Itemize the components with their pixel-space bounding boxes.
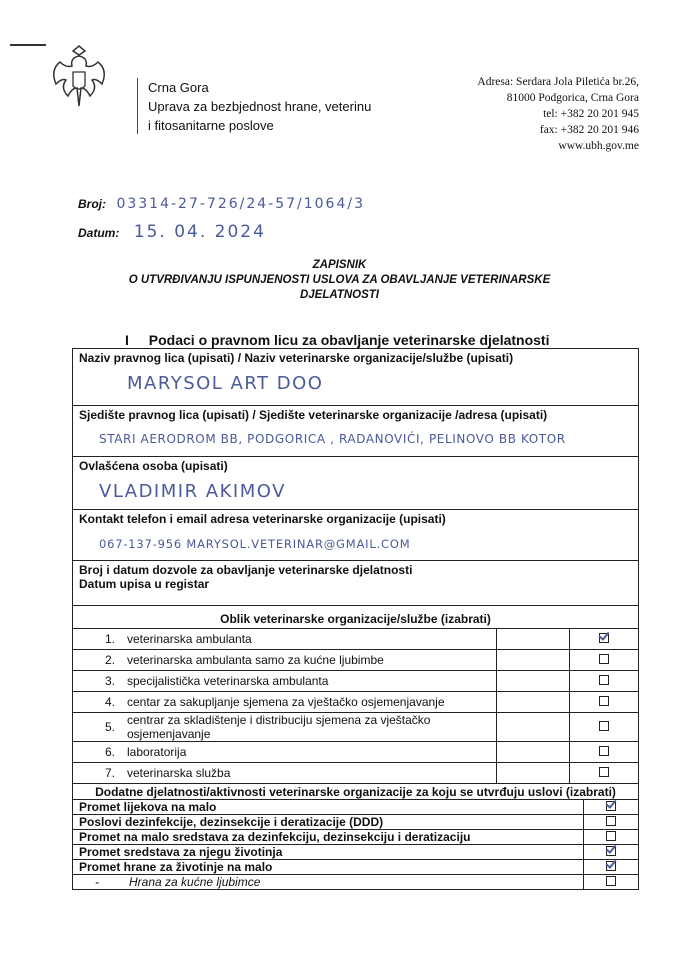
oblik-header-label: Oblik veterinarske organizacije/službe (izabrati)	[220, 612, 491, 626]
header-rule	[10, 44, 46, 46]
checkbox-cell	[570, 671, 639, 692]
broj-label: Broj:	[78, 197, 106, 211]
oblik-row	[73, 742, 639, 763]
spacer-cell	[497, 650, 570, 671]
phone-line: tel: +382 20 201 945	[543, 108, 639, 120]
country-name: Crna Gora	[148, 80, 209, 95]
broj-row	[78, 195, 365, 213]
oblik-row-label: centar za sakupljanje sjemena za vještačko osjemenjavanje	[121, 692, 497, 713]
field-value: 067-137-956 MARYSOL.VETERINAR@GMAIL.COM	[99, 537, 411, 551]
field-kontakt	[72, 509, 639, 561]
datum-value: 15. 04. 2024	[133, 222, 266, 242]
oblik-row-number: 3.	[73, 671, 122, 692]
oblik-row-number: 6.	[73, 742, 122, 763]
checkbox-cell	[584, 860, 639, 875]
checkbox[interactable]	[599, 767, 609, 777]
oblik-table	[72, 628, 639, 784]
checkbox[interactable]	[606, 801, 616, 811]
dodatne-row-label-cell	[73, 860, 584, 875]
checkbox-cell	[570, 650, 639, 671]
oblik-row-label: veterinarska služba	[121, 763, 497, 784]
dodatne-row-label-cell	[73, 845, 584, 860]
oblik-row	[73, 671, 639, 692]
dodatne-row-label: Promet na malo sredstava za dezinfekciju, dezinsekciju i deratizaciju	[79, 830, 471, 844]
dodatne-row	[73, 815, 639, 830]
oblik-row	[73, 650, 639, 671]
title-line: DJELATNOSTI	[299, 289, 379, 301]
checkbox[interactable]	[599, 721, 609, 731]
dodatne-row-label-cell	[73, 875, 584, 890]
checkbox[interactable]	[599, 633, 609, 643]
oblik-row	[73, 763, 639, 784]
dodatne-row	[73, 800, 639, 815]
oblik-header	[72, 605, 639, 629]
field-label: Kontakt telefon i email adresa veterinarske organizacije (upisati)	[79, 512, 446, 526]
oblik-row-number: 1.	[73, 629, 122, 650]
oblik-row	[73, 713, 639, 742]
oblik-row-number: 7.	[73, 763, 122, 784]
organization-name-line1: Uprava za bezbjednost hrane, veterinu	[148, 99, 372, 114]
address-line: Adresa: Serdara Jola Piletića br.26,	[477, 76, 639, 88]
field-value: MARYSOL ART DOO	[127, 373, 324, 394]
title-line: O UTVRĐIVANJU ISPUNJENOSTI USLOVA ZA OBAVLJANJE VETERINARSKE	[128, 274, 551, 286]
spacer-cell	[497, 763, 570, 784]
section-title: Podaci o pravnom licu za obavljanje veterinarske djelatnosti	[148, 332, 550, 348]
address-line: 81000 Podgorica, Crna Gora	[506, 92, 639, 104]
checkbox-cell	[570, 763, 639, 784]
checkbox-cell	[570, 742, 639, 763]
checkbox[interactable]	[599, 696, 609, 706]
oblik-row-label: veterinarska ambulanta samo za kućne ljubimbe	[121, 650, 497, 671]
dodatne-row-label: Promet lijekova na malo	[79, 800, 217, 814]
checkbox[interactable]	[606, 876, 616, 886]
sub-item-bullet: -	[95, 875, 99, 889]
dodatne-row-label: Promet sredstava za njegu životinja	[79, 845, 283, 859]
checkbox[interactable]	[606, 861, 616, 871]
field-naziv	[72, 348, 639, 406]
checkbox-cell	[570, 629, 639, 650]
dodatne-row-label: Poslovi dezinfekcije, dezinsekcije i deratizacije (DDD)	[79, 815, 384, 829]
spacer-cell	[497, 713, 570, 742]
oblik-row-number: 2.	[73, 650, 122, 671]
checkbox-cell	[584, 800, 639, 815]
checkbox-cell	[570, 692, 639, 713]
register-date-label: Datum upisa u registar	[79, 577, 210, 591]
dodatne-header: Dodatne djelatnosti/aktivnosti veterinarske organizacije za koju se utvrđuju uslovi (izabrati)	[73, 784, 639, 800]
document-title	[0, 258, 679, 303]
checkbox-cell	[570, 713, 639, 742]
field-sjediste	[72, 405, 639, 457]
spacer-cell	[497, 692, 570, 713]
header-divider	[137, 78, 138, 134]
address-block	[477, 74, 639, 154]
oblik-row	[73, 629, 639, 650]
dodatne-table	[72, 783, 639, 890]
dodatne-row-label-cell	[73, 815, 584, 830]
dodatne-row	[73, 845, 639, 860]
field-label: Naziv pravnog lica (upisati) / Naziv veterinarske organizacije/službe (upisati)	[79, 351, 514, 365]
spacer-cell	[497, 629, 570, 650]
section-number: I	[125, 332, 129, 348]
spacer-cell	[497, 742, 570, 763]
dodatne-row-label-cell	[73, 800, 584, 815]
checkbox-cell	[584, 875, 639, 890]
oblik-row-label: veterinarska ambulanta	[121, 629, 497, 650]
checkbox[interactable]	[599, 654, 609, 664]
field-label: Sjedište pravnog lica (upisati) / Sjedište veterinarske organizacije /adresa (upisati)	[79, 408, 548, 422]
dodatne-row	[73, 830, 639, 845]
organization-block	[148, 78, 371, 135]
broj-value: 03314-27-726/24-57/1064/3	[116, 196, 365, 212]
dodatne-row	[73, 860, 639, 875]
field-ovlascena-osoba	[72, 456, 639, 510]
dodatne-row-label: Hrana za kućne ljubimce	[129, 875, 261, 889]
oblik-row-label: specijalistička veterinarska ambulanta	[121, 671, 497, 692]
oblik-row-label: laboratorija	[121, 742, 497, 763]
datum-label: Datum:	[78, 226, 120, 240]
checkbox[interactable]	[599, 675, 609, 685]
coat-of-arms-icon	[48, 42, 110, 110]
field-label: Ovlašćena osoba (upisati)	[79, 459, 228, 473]
spacer-cell	[497, 671, 570, 692]
permit-label: Broj i datum dozvole za obavljanje veterinarske djelatnosti	[79, 563, 413, 577]
organization-name-line2: i fitosanitarne poslove	[148, 118, 274, 133]
section-heading	[125, 332, 549, 348]
checkbox[interactable]	[606, 816, 616, 826]
field-value: STARI AERODROM BB, PODGORICA , RADANOVIĆI, PELINOVO BB KOTOR	[99, 432, 566, 446]
fax-line: fax: +382 20 201 946	[539, 124, 639, 136]
checkbox[interactable]	[606, 846, 616, 856]
checkbox-cell	[584, 815, 639, 830]
dodatne-row-label-cell	[73, 830, 584, 845]
field-dozvola	[72, 560, 639, 606]
oblik-row-label: centrar za skladištenje i distribuciju sjemena za vještačko osjemenjavanje	[121, 713, 497, 742]
website-line: www.ubh.gov.me	[558, 140, 639, 152]
field-value: VLADIMIR AKIMOV	[99, 481, 286, 502]
dodatne-row-label: Promet hrane za životinje na malo	[79, 860, 273, 874]
checkbox[interactable]	[599, 746, 609, 756]
title-line: ZAPISNIK	[312, 259, 367, 271]
checkbox[interactable]	[606, 831, 616, 841]
oblik-row-number: 4.	[73, 692, 122, 713]
oblik-row	[73, 692, 639, 713]
dodatne-row	[73, 875, 639, 890]
oblik-row-number: 5.	[73, 713, 122, 742]
datum-row	[78, 222, 266, 242]
